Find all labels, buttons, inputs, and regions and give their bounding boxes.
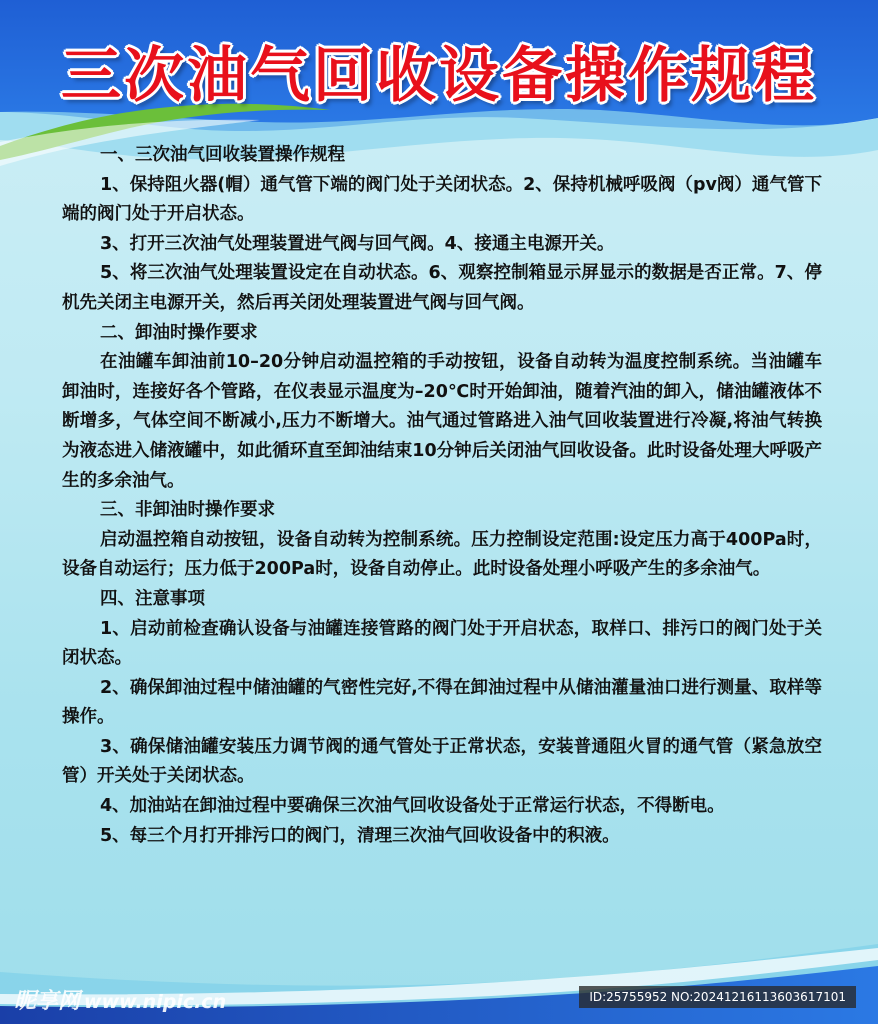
watermark-logo [14,984,226,1015]
section-1-paragraph-2: 3、打开三次油气处理装置进气阀与回气阀。4、接通主电源开关。 [100,233,615,254]
section-4-paragraph-5: 5、每三个月打开排污口的阀门，清理三次油气回收设备中的积液。 [100,825,620,846]
section-1-paragraph-3: 5、将三次油气处理装置设定在自动状态。6、观察控制箱显示屏显示的数据是否正常。7、停机先关闭主电源开关，然后再关闭处理装置进气阀与回气阀。 [62,263,822,313]
section-3-paragraph-1: 启动温控箱自动按钮，设备自动转为控制系统。压力控制设定范围:设定压力高于400Pa时，设备自动运行；压力低于200Pa时，设备自动停止。此时设备处理小呼吸产生的多余油气。 [62,529,822,580]
section-4-paragraph-4: 4、加油站在卸油过程中要确保三次油气回收设备处于正常运行状态，不得断电。 [100,796,725,817]
section-heading-4: 四、注意事项 [100,588,205,609]
procedure-content [62,141,822,851]
page-title: 三次油气回收设备操作规程 [61,41,817,111]
section-heading-2: 二、卸油时操作要求 [100,322,258,343]
section-4-paragraph-1: 1、启动前检查确认设备与油罐连接管路的阀门处于开启状态，取样口、排污口的阀门处于关闭状态。 [62,618,822,669]
watermark-logo-cn: 昵享网 [14,989,81,1014]
section-4-paragraph-3: 3、确保储油罐安装压力调节阀的通气管处于正常状态，安装普通阻火冒的通气管（紧急放空管）开关处于关闭状态。 [62,736,822,787]
watermark-logo-url: www.nipic.cn [84,991,227,1013]
watermark-id: ID:25755952 NO:20241216113603617101 [579,986,856,1008]
section-heading-3: 三、非卸油时操作要求 [100,500,275,521]
section-1-paragraph-1: 1、保持阻火器(帽）通气管下端的阀门处于关闭状态。2、保持机械呼吸阀（pv阀）通气管下端的阀门处于开启状态。 [62,174,822,225]
section-4-paragraph-2: 2、确保卸油过程中储油罐的气密性完好,不得在卸油过程中从储油灌量油口进行测量、取样等操作。 [62,677,822,728]
section-2-paragraph-1: 在油罐车卸油前10–20分钟启动温控箱的手动按钮，设备自动转为温度控制系统。当油罐车卸油时，连接好各个管路，在仪表显示温度为–20℃时开始卸油，随着汽油的卸入，储油罐液体不断增多，气体空间不断减小,压力不断增大。油气通过管路进入油气回收装置进行冷凝,将油气转换为液态进入储液罐中，如此循环直至卸油结束10分钟后关闭油气回收设备。此时设备处理大呼吸产生的多余油气。 [62,352,822,491]
section-heading-1: 一、三次油气回收装置操作规程 [100,145,345,165]
